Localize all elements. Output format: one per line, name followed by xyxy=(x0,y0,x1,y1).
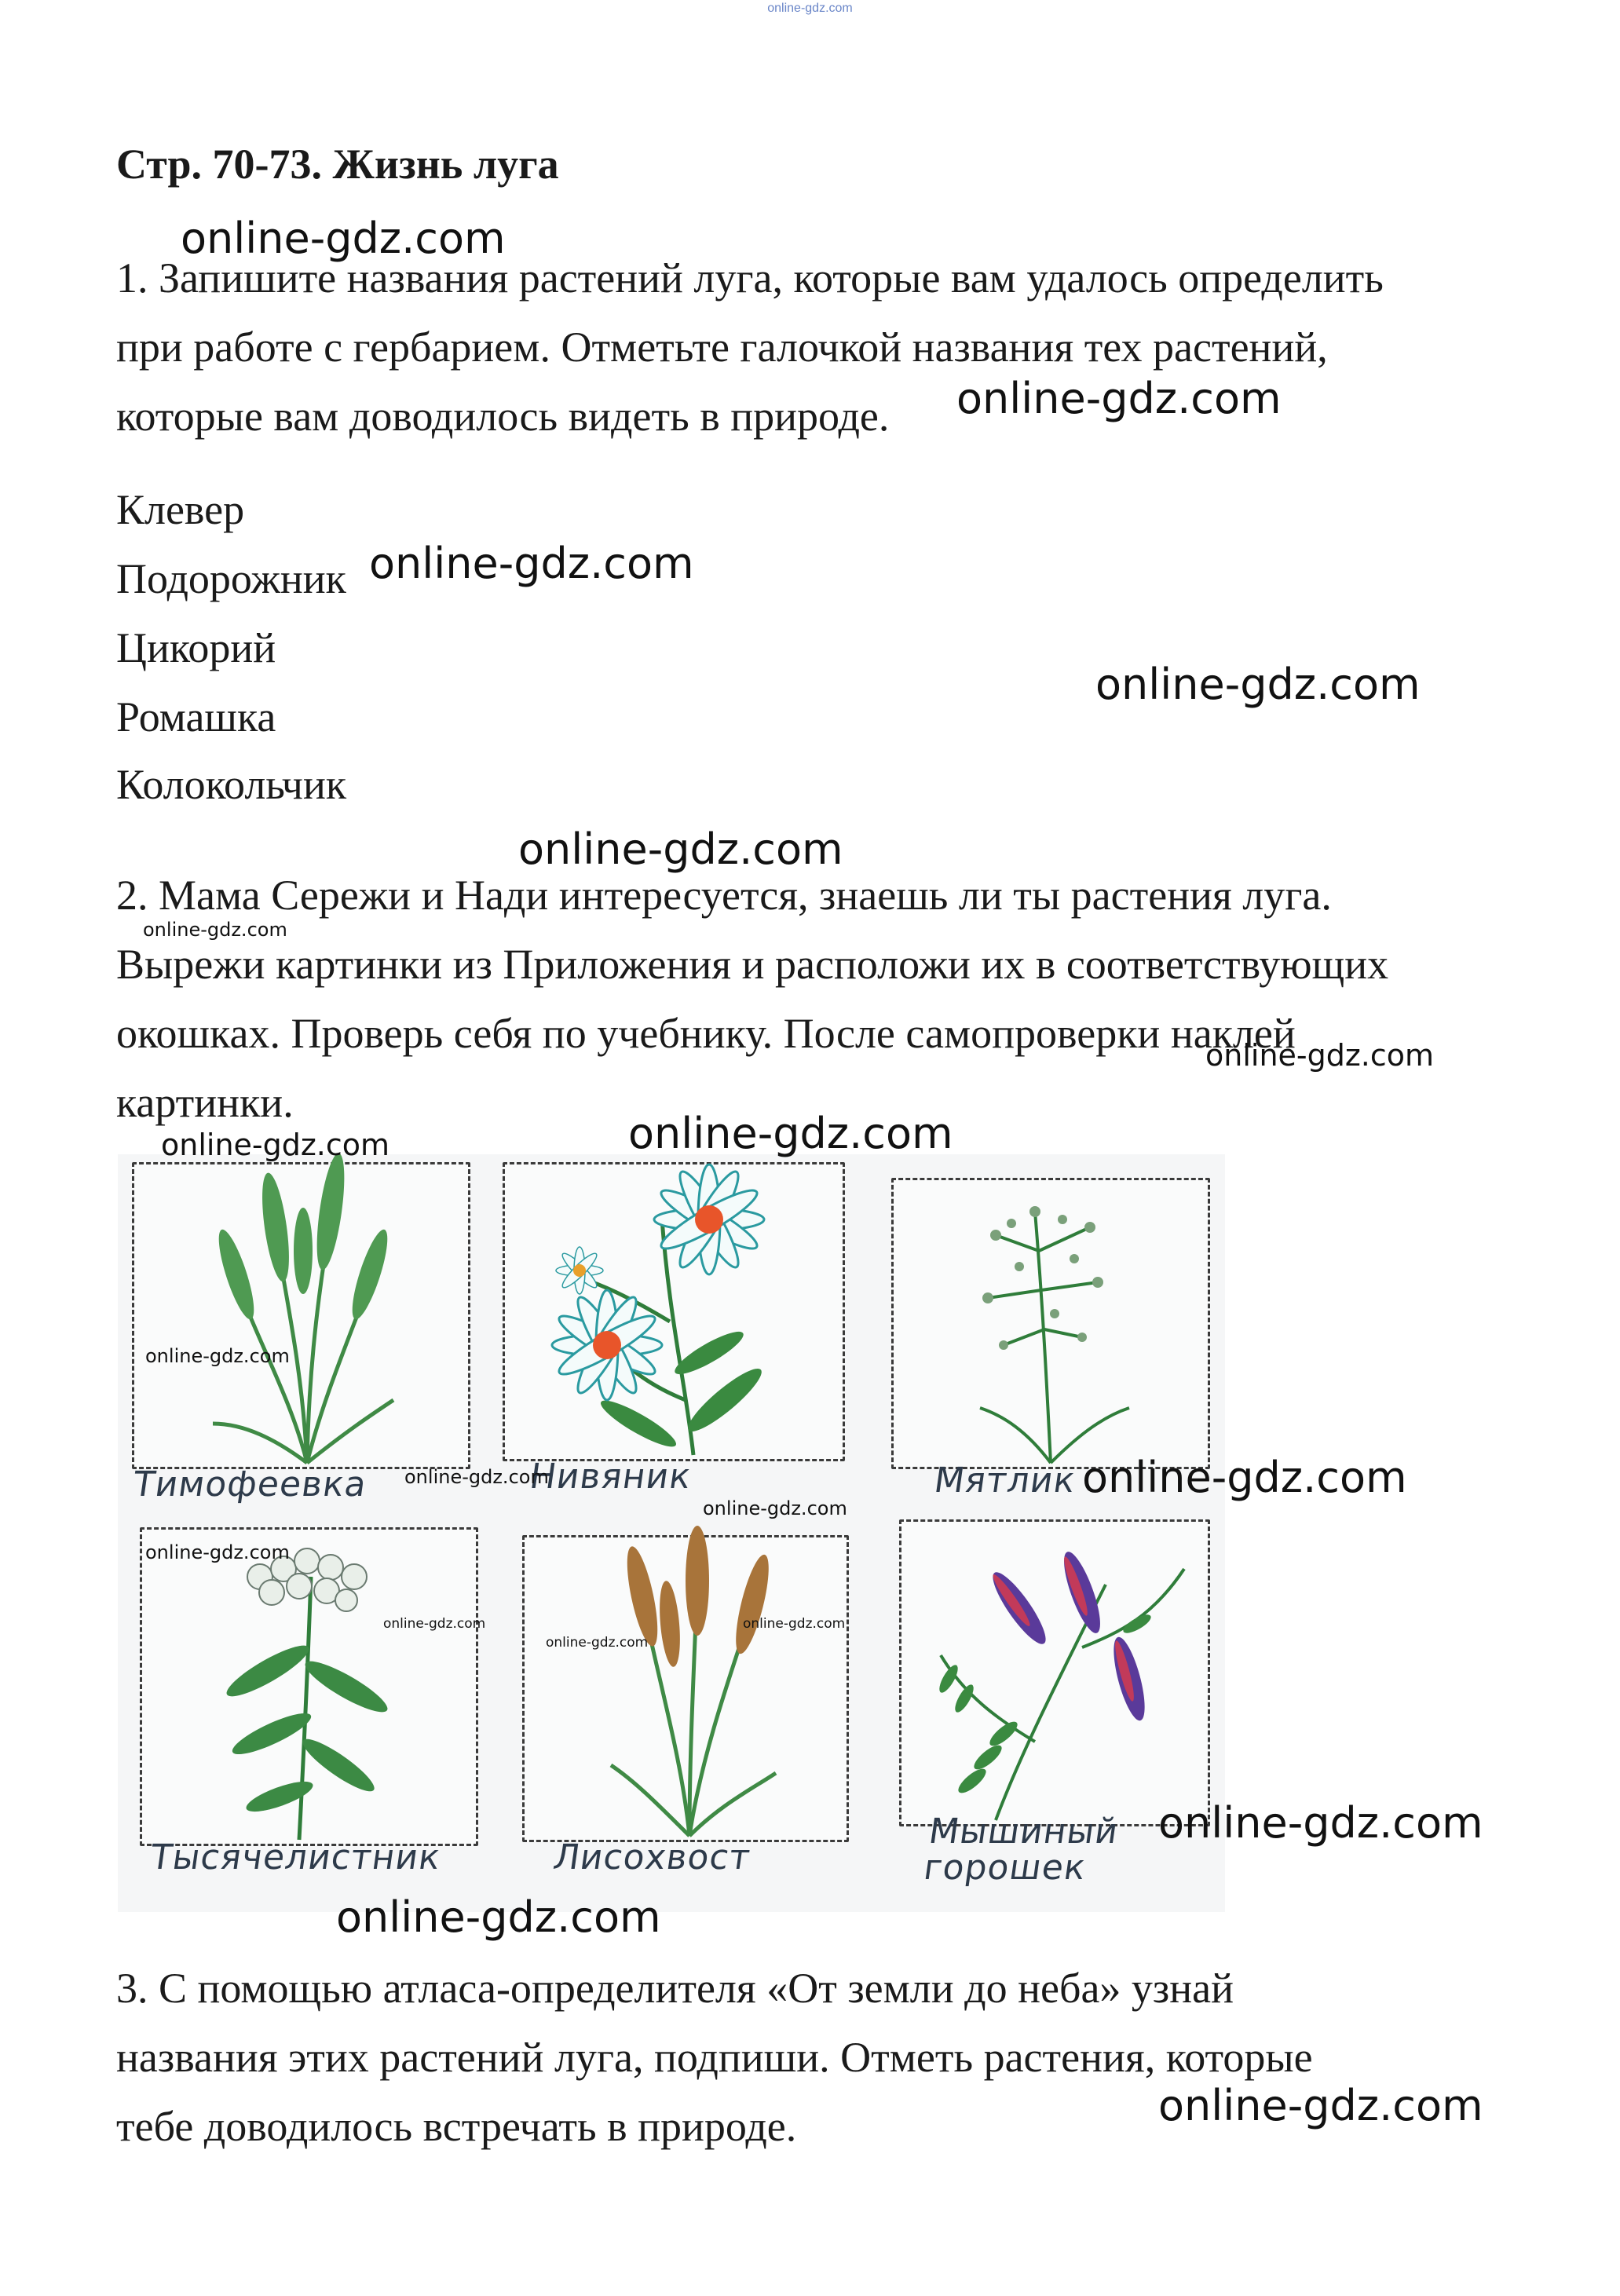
task3-line-2: названия этих растений луга, подпиши. Отметь растения, которые xyxy=(116,2034,1313,2081)
watermark: online-gdz.com xyxy=(143,919,287,941)
card-timothy xyxy=(132,1162,470,1469)
caption-vetch-line-2: горошек xyxy=(921,1848,1089,1888)
watermark: online-gdz.com xyxy=(1082,1453,1407,1502)
task1-line-3: которые вам доводилось видеть в природе. xyxy=(116,393,890,440)
caption-timothy: Тимофеевка xyxy=(130,1464,370,1504)
card-yarrow xyxy=(140,1527,478,1846)
watermark: online-gdz.com xyxy=(743,1616,846,1632)
watermark: online-gdz.com xyxy=(628,1109,953,1158)
task1-line-2: при работе с гербарием. Отметьте галочкой названия тех растений, xyxy=(116,324,1328,371)
watermark: online-gdz.com xyxy=(546,1635,649,1651)
watermark: online-gdz.com xyxy=(1158,1798,1483,1848)
task1-line-1: 1. Запишите названия растений луга, которые вам удалось определить xyxy=(116,254,1384,302)
meadow-grass-icon xyxy=(894,1180,1208,1467)
caption-vetch-line-1: Мышиный xyxy=(926,1812,1121,1852)
watermark: online-gdz.com xyxy=(145,1345,290,1367)
yarrow-icon xyxy=(142,1530,476,1844)
plant-item-chicory: Цикорий xyxy=(116,624,276,671)
plant-item-plantain: Подорожник xyxy=(116,555,346,602)
task3-line-3: тебе доводилось встречать в природе. xyxy=(116,2103,797,2150)
watermark: online-gdz.com xyxy=(383,1616,486,1632)
task2-line-1: 2. Мама Сережи и Нади интересуется, знаешь ли ты растения луга. xyxy=(116,872,1332,919)
task2-line-2: Вырежи картинки из Приложения и расположи их в соответствующих xyxy=(116,941,1389,988)
caption-vetch xyxy=(922,1814,1121,1886)
watermark: online-gdz.com xyxy=(369,539,694,588)
watermark: online-gdz.com xyxy=(703,1497,847,1519)
task2-line-4: картинки. xyxy=(116,1079,294,1126)
watermark: online-gdz.com xyxy=(1205,1038,1435,1073)
card-vetch xyxy=(899,1519,1210,1826)
card-foxtail xyxy=(522,1535,849,1842)
watermark: online-gdz.com xyxy=(404,1466,549,1488)
caption-yarrow: Тысячелистник xyxy=(148,1837,444,1877)
watermark: online-gdz.com xyxy=(161,1128,390,1162)
card-meadow-grass xyxy=(891,1178,1210,1469)
watermark: online-gdz.com xyxy=(518,824,843,874)
oxeye-daisy-icon xyxy=(505,1164,843,1459)
task2-line-3: окошках. Проверь себя по учебнику. После самопроверки наклей xyxy=(116,1010,1296,1057)
plant-item-chamomile: Ромашка xyxy=(116,693,276,740)
timothy-grass-icon xyxy=(134,1164,468,1467)
plant-item-bellflower: Колокольчик xyxy=(116,761,347,808)
page-title: Стр. 70-73. Жизнь луга xyxy=(116,141,559,188)
card-daisy xyxy=(503,1162,845,1461)
watermark: online-gdz.com xyxy=(956,374,1282,423)
watermark: online-gdz.com xyxy=(181,214,506,263)
foxtail-icon xyxy=(525,1537,847,1840)
watermark: online-gdz.com xyxy=(145,1541,290,1563)
watermark: online-gdz.com xyxy=(336,1892,661,1942)
tufted-vetch-icon xyxy=(901,1522,1208,1824)
plant-cards-photo xyxy=(118,1154,1225,1912)
watermark: online-gdz.com xyxy=(1095,660,1421,709)
caption-foxtail: Лисохвост xyxy=(550,1837,754,1877)
caption-meadow-grass: Мятлик xyxy=(931,1461,1078,1501)
top-watermark: online-gdz.com xyxy=(767,2,853,15)
plant-item-clover: Клевер xyxy=(116,486,245,533)
caption-daisy: Нивяник xyxy=(527,1457,694,1497)
watermark: online-gdz.com xyxy=(1158,2081,1483,2130)
task3-line-1: 3. С помощью атласа-определителя «От земли до неба» узнай xyxy=(116,1965,1234,2012)
